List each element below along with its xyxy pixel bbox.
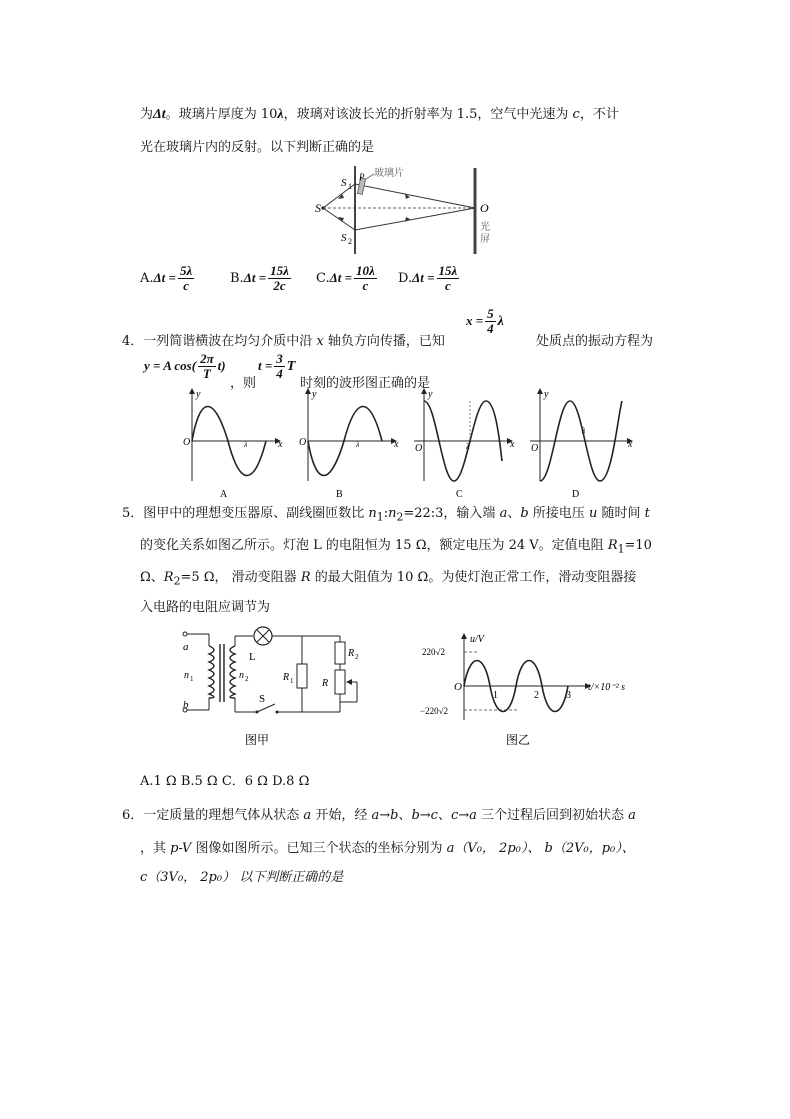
svg-text:屏: 屏 <box>480 234 490 245</box>
svg-text:y: y <box>428 389 433 400</box>
svg-text:y: y <box>544 389 549 400</box>
q3-option-d[interactable]: D.Δt = $\frac{15\lambda}{c}$ <box>398 263 458 293</box>
q3-text-line2: 光在玻璃片内的反射。以下判断正确的是 <box>140 140 375 155</box>
svg-text:A: A <box>220 489 228 500</box>
svg-text:2: 2 <box>534 690 539 701</box>
svg-text:1: 1 <box>348 182 352 191</box>
wave-graph-d[interactable] <box>530 389 633 500</box>
q5-voltage-graph <box>420 628 650 753</box>
svg-text:−220√2: −220√2 <box>420 706 449 716</box>
q4-wave-graphs <box>180 385 640 500</box>
svg-text:n: n <box>239 670 244 681</box>
svg-text:L: L <box>249 651 256 663</box>
svg-text:D: D <box>572 489 580 500</box>
svg-text:O: O <box>299 437 307 448</box>
svg-text:R: R <box>348 648 355 659</box>
svg-text:R: R <box>283 672 290 683</box>
q3-option-b[interactable]: B.Δt = $\frac{15\lambda}{2c}$ <box>230 263 289 293</box>
svg-text:1: 1 <box>190 675 194 683</box>
svg-text:P: P <box>359 172 365 182</box>
svg-text:λ: λ <box>582 426 586 435</box>
q3-double-slit-figure <box>310 162 510 258</box>
wave-graph-c[interactable] <box>414 389 515 500</box>
svg-text:x: x <box>278 439 283 450</box>
q5-text-line4: 入电路的电阻应调节为 <box>140 600 271 615</box>
svg-text:u/V: u/V <box>470 634 484 645</box>
svg-text:S: S <box>259 693 266 705</box>
svg-text:O: O <box>415 443 423 454</box>
svg-text:O: O <box>183 437 191 448</box>
svg-text:λ: λ <box>244 440 248 449</box>
q4-text-line1: 4．一列简谐横波在均匀介质中沿 x 轴负方向传播，已知 <box>122 334 445 349</box>
q3-text-line1: 为Δt。玻璃片厚度为 10λ，玻璃对该波长光的折射率为 1.5，空气中光速为 c，不计 <box>140 107 619 122</box>
q4-position-expr: x = $\frac{5}{4}$ λ <box>466 306 504 336</box>
svg-text:O: O <box>480 201 489 215</box>
svg-text:b: b <box>183 699 189 711</box>
svg-text:t/×10⁻² s: t/×10⁻² s <box>588 682 625 693</box>
glass-label: 玻璃片 <box>374 168 404 179</box>
svg-text:光: 光 <box>480 222 490 233</box>
svg-text:1: 1 <box>290 677 294 685</box>
svg-text:R: R <box>322 678 329 689</box>
svg-text:3: 3 <box>566 690 571 701</box>
svg-text:O: O <box>454 681 462 693</box>
svg-text:S: S <box>341 232 347 244</box>
svg-text:C: C <box>456 489 463 500</box>
circuit-caption: 图甲 <box>245 733 270 747</box>
q5-options[interactable]: A.1 Ω B.5 Ω C．6 Ω D.8 Ω <box>140 774 310 789</box>
q4-equation: y = A cos( $\frac{2\pi}{T}$ t) <box>144 351 226 381</box>
svg-text:λ: λ <box>356 440 360 449</box>
svg-text:λ: λ <box>466 442 470 451</box>
svg-text:S: S <box>341 177 347 189</box>
q4-text-question: 时刻的波形图正确的是 <box>300 376 431 391</box>
wave-graph-a[interactable] <box>183 389 283 500</box>
q4-time-expr: t = $\frac{3}{4}$ T <box>258 351 296 381</box>
graph-caption: 图乙 <box>506 733 531 747</box>
svg-text:x: x <box>510 439 515 450</box>
q5-text-line3: Ω、$R_2=5$ Ω， 滑动变阻器 R 的最大阻值为 10 Ω。为使灯泡正常工作，滑动变阻器接 <box>140 570 637 588</box>
q5-circuit-diagram <box>175 622 375 752</box>
q5-text-line1: 5．图甲中的理想变压器原、副线圈匝数比 $n_1:n_2=22:3$，输入端 a、b 所接电压 u 随时间 t <box>122 506 650 524</box>
q6-text-line1: 6．一定质量的理想气体从状态 a 开始，经 a→b、b→c、c→a 三个过程后回到初始状态 a <box>122 808 636 823</box>
q3-option-c[interactable]: C.Δt = $\frac{10\lambda}{c}$ <box>316 263 375 293</box>
svg-text:2: 2 <box>348 237 352 246</box>
q6-text-line3: c（3V₀， 2p₀） 以下判断正确的是 <box>140 870 344 885</box>
q6-text-line2: ，其 p-V 图像如图所示。已知三个状态的坐标分别为 a（V₀， 2p₀）、 b（2V₀，p₀）、 <box>140 841 635 856</box>
svg-text:x: x <box>394 439 399 450</box>
q4-text-then: ，则 <box>230 376 257 391</box>
q3-option-a[interactable]: A.Δt = $\frac{5\lambda}{c}$ <box>140 263 193 293</box>
svg-text:B: B <box>336 489 343 500</box>
wave-graph-b[interactable] <box>299 389 399 500</box>
svg-text:1: 1 <box>493 690 498 701</box>
q5-text-line2: 的变化关系如图乙所示。灯泡 L 的电阻恒为 15 Ω，额定电压为 24 V。定值电阻 $R_1=10$ <box>140 538 652 556</box>
svg-text:x: x <box>628 439 633 450</box>
svg-text:n: n <box>184 670 189 681</box>
label-S: S <box>315 201 321 215</box>
svg-text:a: a <box>183 641 189 653</box>
svg-text:O: O <box>531 443 539 454</box>
svg-text:2: 2 <box>245 675 249 683</box>
q4-text-vib: 处质点的振动方程为 <box>536 334 654 349</box>
svg-text:y: y <box>312 389 317 400</box>
svg-text:220√2: 220√2 <box>422 647 445 657</box>
svg-text:y: y <box>196 389 201 400</box>
svg-text:2: 2 <box>355 653 359 661</box>
